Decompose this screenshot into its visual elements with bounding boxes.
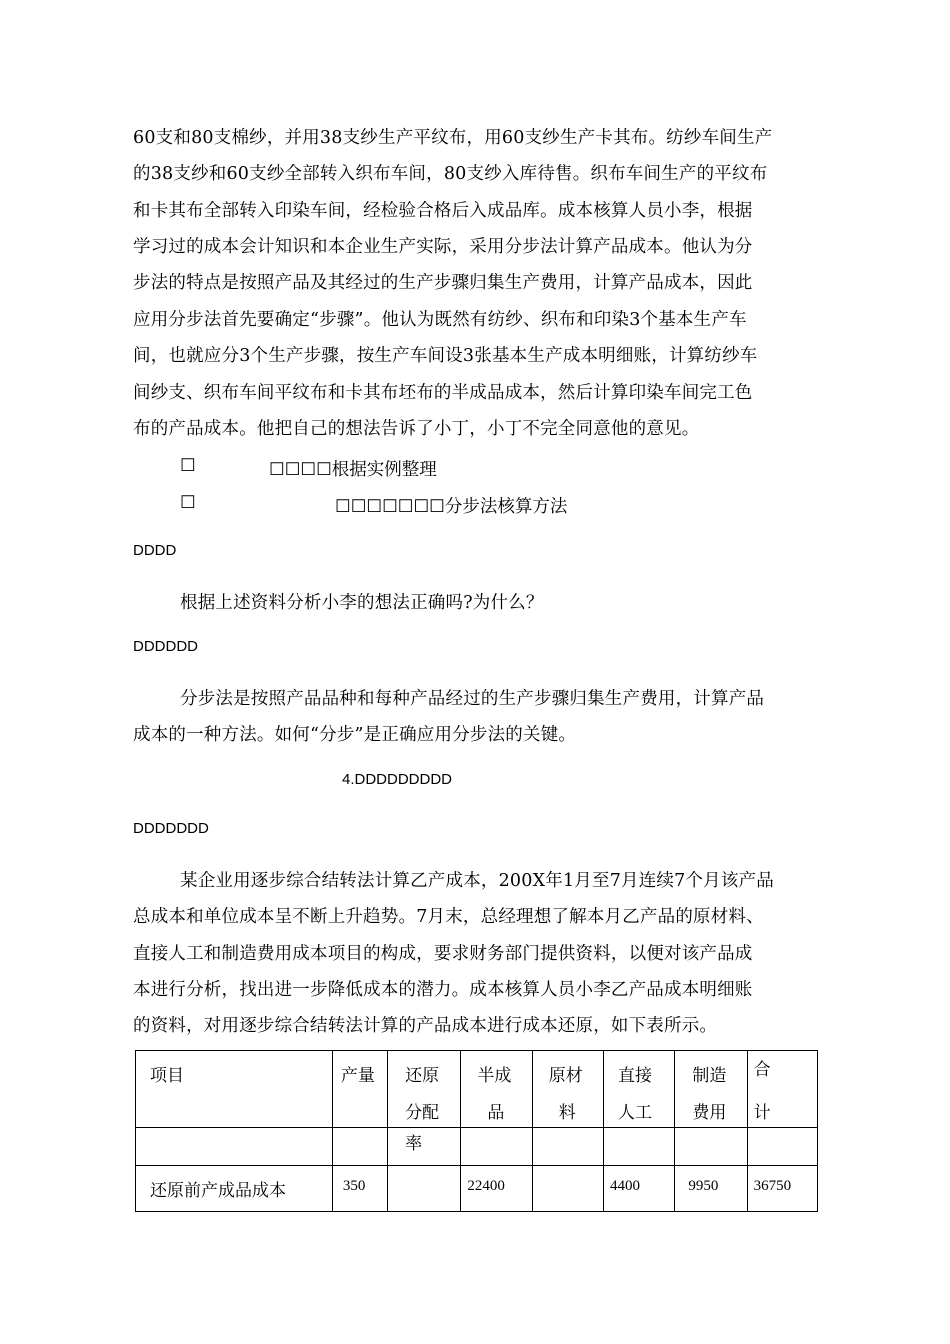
section-title: 4.DDDDDDDDD — [342, 771, 453, 788]
paragraph-line: 某企业用逐步综合结转法计算乙产成本，200X年1月至7月连续7个月该产品 — [180, 871, 774, 891]
header-total-line2: 计 — [753, 1103, 771, 1123]
paragraph-line: 和卡其布全部转入印染车间，经检验合格后入成品库。成本核算人员小李，根据 — [133, 201, 753, 221]
row-mfg-value: 9950 — [688, 1178, 719, 1194]
source-box-glyph: ☐ — [180, 456, 196, 476]
header-total-line1: 合 — [753, 1060, 771, 1080]
cell-mfg — [675, 1166, 747, 1212]
heading-c: DDDDDDD — [133, 820, 209, 837]
header-labor — [604, 1051, 675, 1128]
paragraph-line: 间，也就应分3个生产步骤，按生产车间设3张基本生产成本明细账，计算纺纱车 — [133, 346, 758, 366]
header-item-label: 项目 — [150, 1066, 184, 1086]
cell-semi — [461, 1166, 532, 1212]
paragraph-line: 60支和80支棉纱，并用38支纱生产平纹布，用60支纱生产卡其布。纺纱车间生产 — [133, 128, 773, 148]
header-rate-line2: 分配 — [405, 1103, 440, 1123]
header-semi — [461, 1051, 532, 1128]
topic-line: ☐☐☐☐☐☐☐分步法核算方法 — [335, 497, 568, 517]
paragraph-line: 布的产品成本。他把自己的想法告诉了小丁，小丁不完全同意他的意见。 — [133, 419, 700, 439]
cell-total — [747, 1166, 817, 1212]
header-raw — [532, 1051, 603, 1128]
cost-restoration-table — [135, 1050, 818, 1212]
cell-item — [136, 1166, 333, 1212]
header-rate-cont — [388, 1128, 461, 1166]
paragraph-line: 的38支纱和60支纱全部转入织布车间，80支纱入库待售。织布车间生产的平纹布 — [133, 164, 768, 184]
header-mfg-line1: 制造 — [692, 1066, 727, 1086]
header-rate-line3: 率 — [405, 1134, 423, 1154]
paragraph-line: 成本的一种方法。如何“分步”是正确应用分步法的关键。 — [133, 725, 577, 745]
header-total — [747, 1051, 817, 1128]
question-text: 根据上述资料分析小李的想法正确吗?为什么？ — [180, 593, 544, 613]
header-labor-line2: 人工 — [618, 1103, 653, 1123]
paragraph-line: 分步法是按照产品品种和每种产品经过的生产步骤归集生产费用，计算产品 — [180, 689, 765, 709]
header-mfg-line2: 费用 — [692, 1103, 727, 1123]
header-qty — [332, 1051, 387, 1128]
row-qty-value: 350 — [342, 1178, 366, 1194]
cell-rate — [388, 1166, 461, 1212]
header-raw-line2: 料 — [558, 1103, 576, 1123]
row-semi-value: 22400 — [467, 1178, 505, 1194]
paragraph-line: 本进行分析，找出进一步降低成本的潜力。成本核算人员小李乙产品成本明细账 — [133, 980, 753, 1000]
header-qty-label: 产量 — [340, 1066, 375, 1086]
header-labor-line1: 直接 — [618, 1066, 653, 1086]
header-semi-line2: 品 — [487, 1103, 505, 1123]
row-labor-value: 4400 — [610, 1178, 641, 1194]
table-row — [136, 1166, 818, 1212]
header-mfg — [675, 1051, 747, 1128]
table-header-row — [136, 1051, 818, 1128]
paragraph-line: 学习过的成本会计知识和本企业生产实际，采用分步法计算产品成本。他认为分 — [133, 237, 753, 257]
paragraph-line: 总成本和单位成本呈不断上升趋势。7月末，总经理想了解本月乙产品的原材料、 — [133, 907, 764, 927]
row-total-value: 36750 — [753, 1178, 792, 1194]
cell-raw — [532, 1166, 603, 1212]
cell-labor — [604, 1166, 675, 1212]
paragraph-line: 应用分步法首先要确定“步骤”。他认为既然有纺纱、织布和印染3个基本生产车 — [133, 310, 747, 330]
source-line: ☐☐☐☐根据实例整理 — [269, 460, 437, 480]
header-item — [136, 1051, 333, 1128]
header-rate — [388, 1051, 461, 1128]
paragraph-line: 间纱支、织布车间平纹布和卡其布坯布的半成品成本，然后计算印染车间完工色 — [133, 383, 753, 403]
cell-qty — [332, 1166, 387, 1212]
header-rate-line1: 还原 — [405, 1066, 440, 1086]
header-semi-line1: 半成 — [477, 1066, 512, 1086]
heading-b: DDDDDD — [133, 638, 198, 655]
paragraph-line: 的资料，对用逐步综合结转法计算的产品成本进行成本还原，如下表所示。 — [133, 1016, 718, 1036]
table-header-subrow — [136, 1128, 818, 1166]
paragraph-line: 直接人工和制造费用成本项目的构成，要求财务部门提供资料，以便对该产品成 — [133, 944, 753, 964]
topic-box-glyph: ☐ — [180, 493, 196, 513]
header-raw-line1: 原材 — [548, 1066, 583, 1086]
row-item-label: 还原前产成品成本 — [150, 1181, 286, 1201]
heading-a: DDDD — [133, 542, 177, 559]
paragraph-line: 步法的特点是按照产品及其经过的生产步骤归集生产费用，计算产品成本，因此 — [133, 273, 753, 293]
